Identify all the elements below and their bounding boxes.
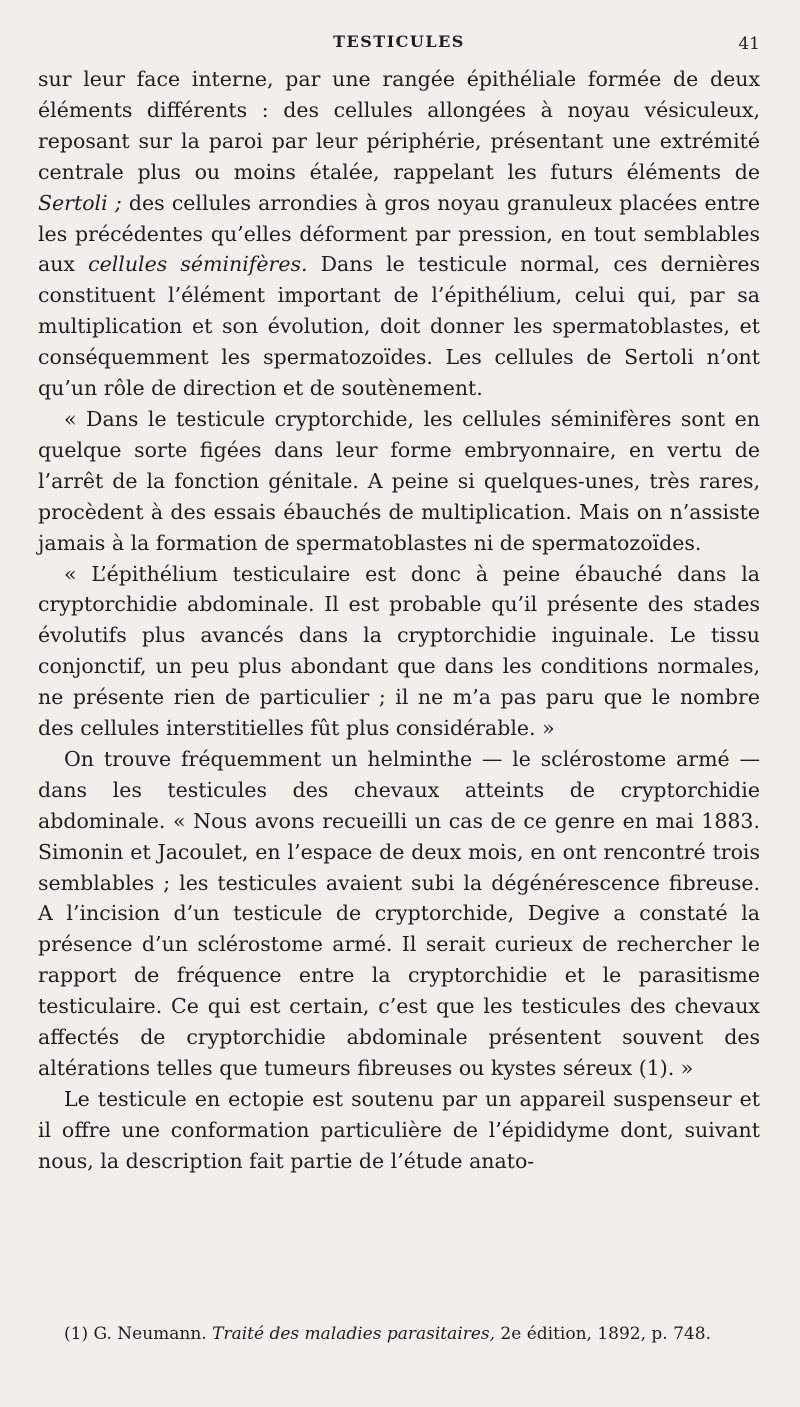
paragraph-3: « L’épithélium testiculaire est donc à peine ébauché dans la cryptorchidie abdominale. Il est probable qu’il présente des stades évolutifs plus avancés dans la cryptorchidie inguinale. Le tissu conjonctif, un peu plus abondant que dans les conditions normales, ne présente rien de particulier ; il ne m’a pas paru que le nombre des cellules interstitielles fût plus considérable. » bbox=[38, 561, 760, 741]
paragraph-4: On trouve fréquemment un helminthe — le sclérostome armé — dans les testicules des chevaux atteints de cryptorchidie abdominale. « Nous avons recueilli un cas de ce genre en mai 1883. Simonin et Jacoulet, en l’espace de deux mois, en ont rencontré trois semblables ; les testicules avaient subi la dégénérescence fibreuse. A l’incision d’un testicule de cryptorchide, Degive a constaté la présence d’un sclérostome armé. Il serait curieux de rechercher le rapport de fréquence entre la cryptorchidie et le parasitisme testiculaire. Ce qui est certain, c’est que les testicules des chevaux affectés de cryptorchidie abdominale présentent souvent des altérations telles que tumeurs fibreuses ou kystes séreux (1). » bbox=[38, 746, 760, 1080]
footnote bbox=[38, 1322, 760, 1346]
footnote-text-a: (1) G. Neumann. bbox=[64, 1324, 213, 1344]
sertoli-italic: Sertoli ; bbox=[38, 190, 122, 215]
cellules-seminiferes-italic: cellules séminifères. bbox=[88, 252, 308, 277]
body-text bbox=[38, 64, 760, 1177]
paragraph-2: « Dans le testicule cryptorchide, les cellules séminifères sont en quelque sorte figées dans leur forme embryonnaire, en vertu de l’arrêt de la fonction génitale. A peine si quelques-unes, très rares, procèdent à des essais ébauchés de multiplication. Mais on n’assiste jamais à la formation de spermatoblastes ni de spermatozoïdes. bbox=[38, 406, 760, 555]
paragraph-1-text-b: des cellules arrondies à gros noyau granuleux placées entre les précédentes qu’elles déforment par pression, en tout semblables aux bbox=[38, 190, 760, 277]
paragraph-5: Le testicule en ectopie est soutenu par un appareil suspenseur et il offre une conformation particulière de l’épididyme dont, suivant nous, la description fait partie de l’étude anato- bbox=[38, 1086, 760, 1173]
footnote-text-b: 2e édition, 1892, p. 748. bbox=[495, 1324, 711, 1344]
paragraph-1-text-a: sur leur face interne, par une rangée épithéliale formée de deux éléments différents : des cellules allongées à noyau vésiculeux, reposant sur la paroi par leur périphérie, présentant une extrémité centrale plus ou moins étalée, rappelant les futurs éléments de bbox=[38, 67, 760, 184]
page-number: 41 bbox=[738, 34, 760, 54]
running-title: TESTICULES bbox=[333, 32, 465, 51]
running-head bbox=[38, 32, 760, 60]
footnote-title-italic: Traité des maladies parasitaires, bbox=[212, 1324, 496, 1344]
paragraph-1 bbox=[38, 64, 760, 404]
paragraph-1-text-c: Dans le testicule normal, ces dernières constituent l’élément important de l’épithélium, celui qui, par sa multiplication et son évolution, doit donner les spermatoblastes, et conséquemment les spermatozoïdes. Les cellules de Sertoli n’ont qu’un rôle de direction et de soutènement. bbox=[38, 252, 760, 401]
